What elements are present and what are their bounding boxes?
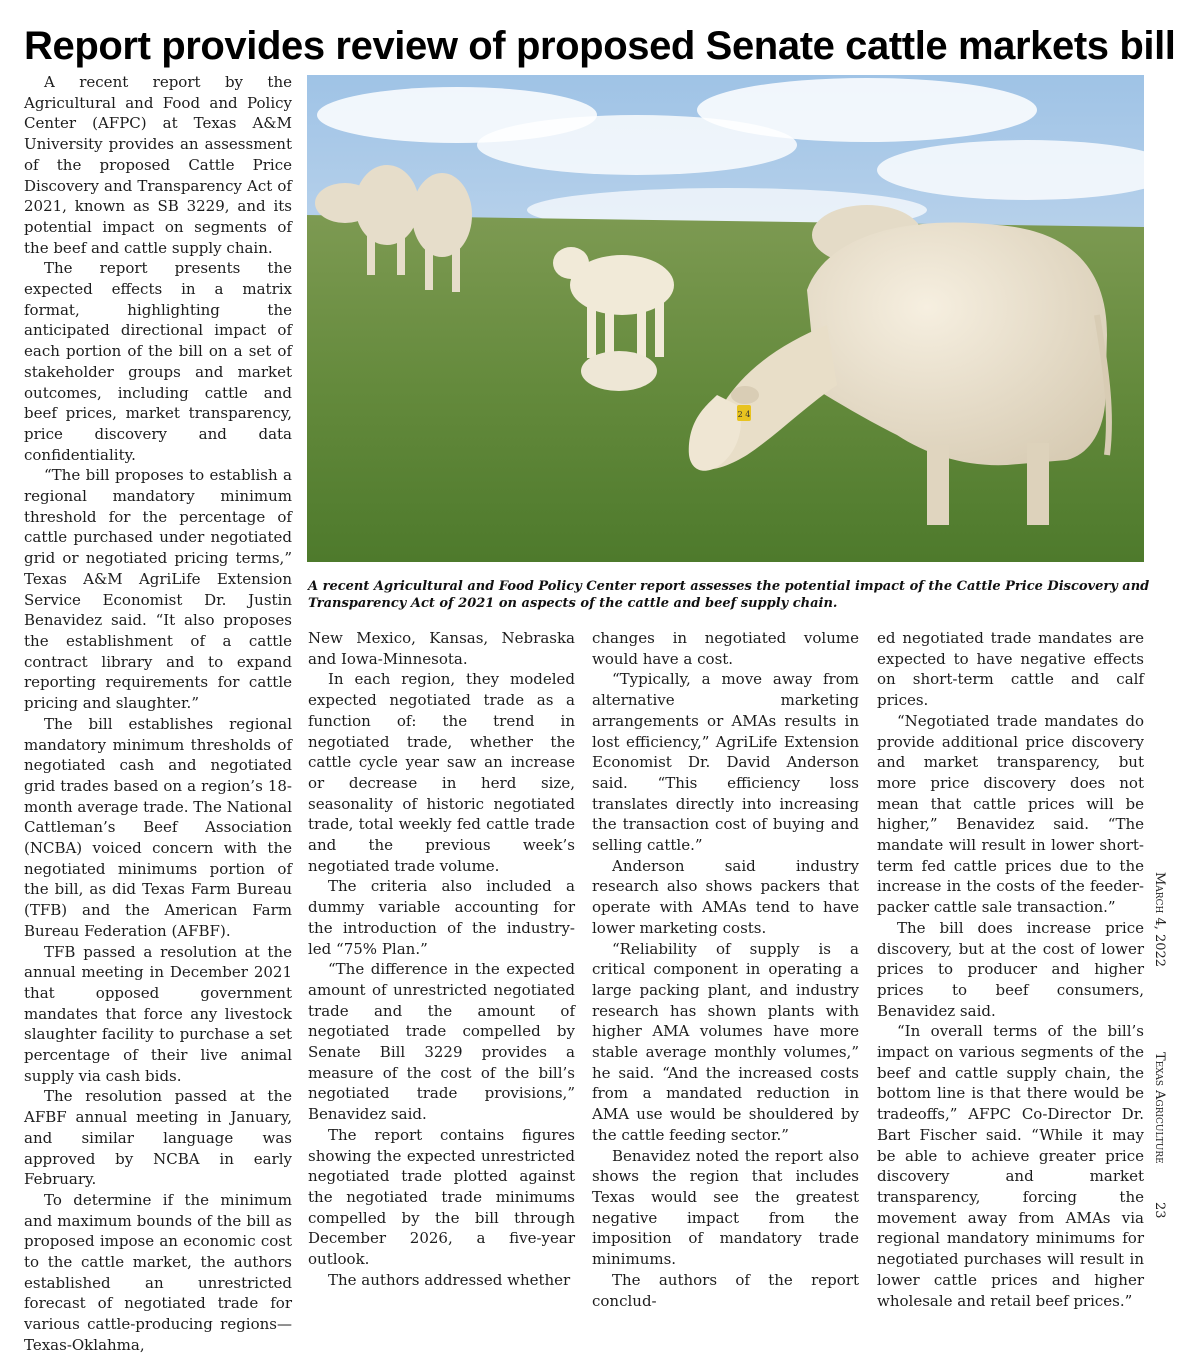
page-folio bbox=[1144, 872, 1174, 1232]
issue-date: March 4, 2022 bbox=[1152, 872, 1167, 968]
paragraph: “The bill proposes to establish a regional mandatory minimum threshold for the percentage of cattle purchased under negotiated grid or negotiated pricing terms,” Texas A&M AgriLife Extension Service Economist Dr. Justin Benavidez said. “It also proposes the establishment of a cattle contract library and to expand reporting requirements for cattle pricing and slaughter.” bbox=[24, 466, 292, 713]
article-column-2 bbox=[308, 628, 575, 1289]
paragraph: The authors of the report conclud- bbox=[592, 1270, 859, 1310]
ear-tag-number: 2 4 bbox=[737, 410, 751, 419]
paragraph: The report contains figures showing the expected unrestricted negotiated trade plotted against the negotiated trade minimums compelled by the bill through December 2026, a five-year outlook. bbox=[308, 1125, 575, 1269]
lying-calf bbox=[581, 351, 657, 391]
paragraph: To determine if the minimum and maximum bounds of the bill as proposed impose an economic cost to the cattle market, the authors established an unrestricted forecast of negotiated trade for various cattle-producing regions—Texas-Oklahma, bbox=[24, 1190, 292, 1354]
paragraph: The criteria also included a dummy variable accounting for the introduction of the industry-led “75% Plan.” bbox=[308, 877, 575, 958]
paragraph: Benavidez noted the report also shows the region that includes Texas would see the greatest negative impact from the imposition of mandatory trade minimums. bbox=[592, 1146, 859, 1269]
paragraph: “In overall terms of the bill’s impact on various segments of the beef and cattle supply chain, the bottom line is that there would be tradeoffs,” AFPC Co-Director Dr. Bart Fischer said. “While it may be able to achieve greater price discovery and market transparency, forcing the movement away from AMAs via regional mandatory minimums for negotiated purchases will result in lower cattle prices and higher wholesale and retail beef prices.” bbox=[877, 1022, 1144, 1310]
cloud bbox=[697, 78, 1037, 142]
paragraph: The report presents the expected effects in a matrix format, highlighting the anticipated directional impact of each portion of the bill on a set of stakeholder groups and market outcomes, including cattle and beef prices, market transparency, price discovery and data confidentiality. bbox=[24, 259, 292, 464]
page-number: 23 bbox=[1152, 1202, 1167, 1219]
cattle-photo bbox=[307, 75, 1144, 562]
paragraph: ed negotiated trade mandates are expected to have negative effects on short-term cattle and calf prices. bbox=[877, 629, 1144, 710]
paragraph: “Typically, a move away from alternative marketing arrangements or AMAs results in lost efficiency,” AgriLife Extension Economist Dr. David Anderson said. “This efficiency loss translates directly into increasing the transaction cost of buying and selling cattle.” bbox=[592, 670, 859, 855]
article-column-3 bbox=[592, 628, 859, 1310]
paragraph: changes in negotiated volume would have a cost. bbox=[592, 629, 859, 668]
photo-caption: A recent Agricultural and Food Policy Center report assesses the potential impact of the Cattle Price Discovery and Transparency Act of 2021 on aspects of the cattle and beef supply chain. bbox=[308, 579, 1150, 611]
paragraph: The bill establishes regional mandatory minimum thresholds of negotiated cash and negotiated grid trades based on a region’s 18-month average trade. The National Cattleman’s Beef Association (NCBA) voiced concern with the negotiated minimums portion of the bill, as did Texas Farm Bureau (TFB) and the American Farm Bureau Federation (AFBF). bbox=[24, 714, 292, 940]
paragraph: “Negotiated trade mandates do provide additional price discovery and market transparency, but more price discovery does not mean that cattle prices will be higher,” Benavidez said. “The mandate will result in lower short-term fed cattle prices due to the increase in the costs of the feeder-packer cattle sale transaction.” bbox=[877, 711, 1144, 917]
cloud bbox=[877, 140, 1177, 200]
headline: Report provides review of proposed Senate cattle markets bill bbox=[24, 24, 1176, 68]
paragraph: Anderson said industry research also shows packers that operate with AMAs tend to have lower marketing costs. bbox=[592, 856, 859, 937]
paragraph: The authors addressed whether bbox=[328, 1270, 571, 1289]
article-column-1 bbox=[24, 72, 292, 1354]
paragraph: In each region, they modeled expected negotiated trade as a function of: the trend in negotiated trade, whether the cattle cycle year saw an increase or decrease in herd size, seasonality of historic negotiated trade, total weekly fed cattle trade and the previous week’s negotiated trade volume. bbox=[308, 670, 575, 875]
paragraph: TFB passed a resolution at the annual meeting in December 2021 that opposed government mandates that force any livestock slaughter facility to purchase a set percentage of their live animal supply via cash bids. bbox=[24, 942, 292, 1085]
publication-name: Texas Agriculture bbox=[1152, 1052, 1167, 1164]
article-column-4 bbox=[877, 628, 1144, 1310]
paragraph: “The difference in the expected amount of unrestricted negotiated trade and the amount of negotiated trade compelled by Senate Bill 3229 provides a measure of the cost of the bill’s negotiated trade provisions,” Benavidez said. bbox=[308, 960, 575, 1124]
paragraph: New Mexico, Kansas, Nebraska and Iowa-Minnesota. bbox=[308, 629, 575, 668]
paragraph: “Reliability of supply is a critical component in operating a large packing plant, and industry research has shown plants with higher AMA volumes have more stable average monthly volumes,” he said. “And the increased costs from a mandated reduction in AMA use would be shouldered by the cattle feeding sector.” bbox=[592, 939, 859, 1144]
paragraph: The bill does increase price discovery, but at the cost of lower prices to producer and higher prices to beef consumers, Benavidez said. bbox=[877, 918, 1144, 1020]
paragraph: A recent report by the Agricultural and Food and Policy Center (AFPC) at Texas A&M University provides an assessment of the proposed Cattle Price Discovery and Transparency Act of 2021, known as SB 3229, and its potential impact on segments of the beef and cattle supply chain. bbox=[24, 73, 292, 257]
paragraph: The resolution passed at the AFBF annual meeting in January, and similar language was approved by NCBA in early February. bbox=[24, 1087, 292, 1189]
